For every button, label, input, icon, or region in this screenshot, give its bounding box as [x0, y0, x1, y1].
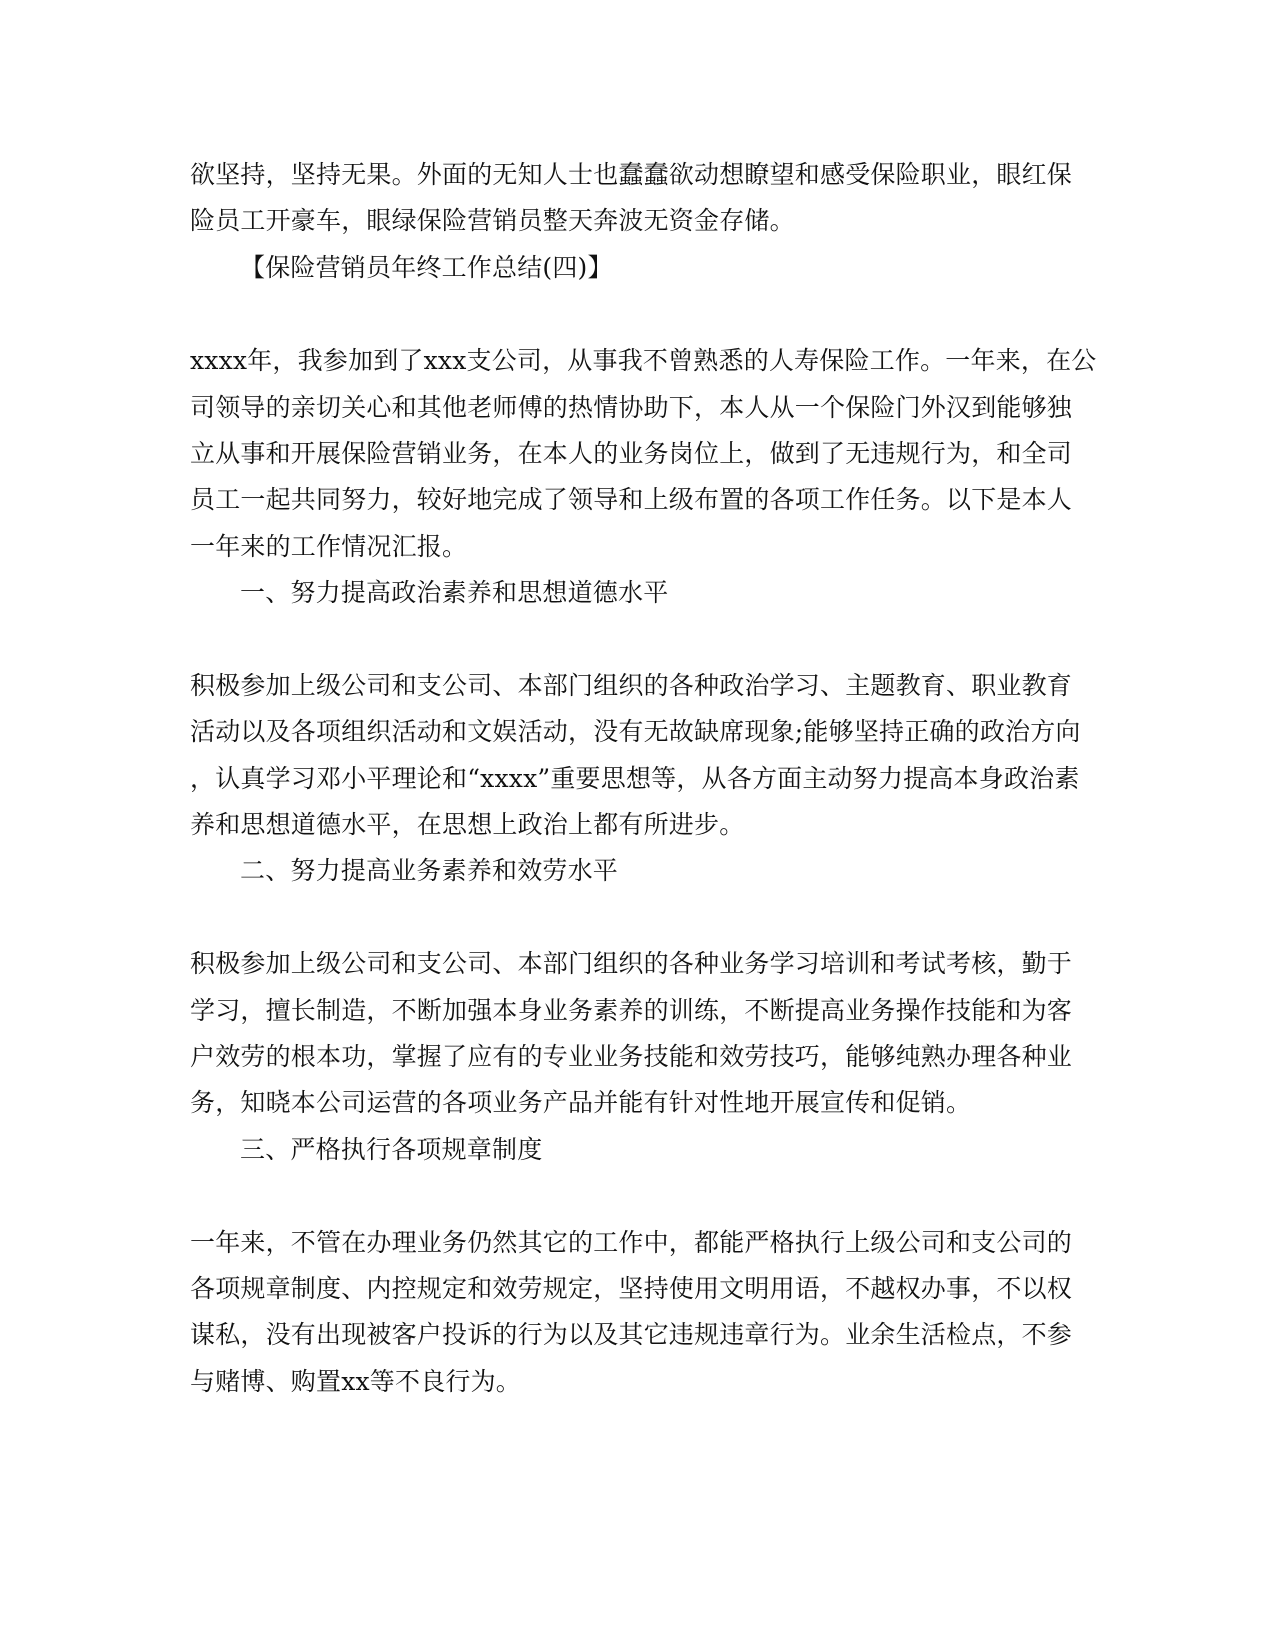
text-line: 欲坚持，坚持无果。外面的无知人士也蠢蠢欲动想瞭望和感受保险职业，眼红保	[190, 160, 1073, 189]
text-line: 司领导的亲切关心和其他老师傅的热情协助下，本人从一个保险门外汉到能够独	[190, 393, 1073, 422]
text-line: 务，知晓本公司运营的各项业务产品并能有针对性地开展宣传和促销。	[190, 1088, 972, 1117]
text-line: 户效劳的根本功，掌握了应有的专业业务技能和效劳技巧，能够纯熟办理各种业	[190, 1042, 1073, 1071]
text-line: 险员工开豪车，眼绿保险营销员整天奔波无资金存储。	[190, 206, 795, 235]
text-line: xxxx年，我参加到了xxx支公司，从事我不曾熟悉的人寿保险工作。一年来，在公	[190, 346, 1097, 375]
text-line: 立从事和开展保险营销业务，在本人的业务岗位上，做到了无违规行为，和全司	[190, 439, 1073, 468]
text-line: 积极参加上级公司和支公司、本部门组织的各种政治学习、主题教育、职业教育	[190, 671, 1073, 700]
text-line: 积极参加上级公司和支公司、本部门组织的各种业务学习培训和考试考核，勤于	[190, 949, 1073, 978]
text-line: 养和思想道德水平，在思想上政治上都有所进步。	[190, 810, 745, 839]
text-line: 谋私，没有出现被客户投诉的行为以及其它违规违章行为。业余生活检点，不参	[190, 1320, 1073, 1349]
text-line: 员工一起共同努力，较好地完成了领导和上级布置的各项工作任务。以下是本人	[190, 485, 1073, 514]
subsection-heading: 三、严格执行各项规章制度	[240, 1135, 543, 1164]
text-line: 活动以及各项组织活动和文娱活动，没有无故缺席现象;能够坚持正确的政治方向	[190, 717, 1081, 746]
subsection-heading: 二、努力提高业务素养和效劳水平	[240, 856, 619, 885]
text-line: ，认真学习邓小平理论和“xxxx”重要思想等，从各方面主动努力提高本身政治素	[190, 764, 1080, 793]
subsection-heading: 一、努力提高政治素养和思想道德水平	[240, 578, 669, 607]
text-line: 与赌博、购置xx等不良行为。	[190, 1367, 521, 1396]
text-line: 一年来，不管在办理业务仍然其它的工作中，都能严格执行上级公司和支公司的	[190, 1228, 1073, 1257]
section-heading: 【保险营销员年终工作总结(四)】	[240, 253, 613, 282]
text-line: 各项规章制度、内控规定和效劳规定，坚持使用文明用语，不越权办事，不以权	[190, 1274, 1073, 1303]
text-line: 一年来的工作情况汇报。	[190, 532, 468, 561]
text-line: 学习，擅长制造，不断加强本身业务素养的训练，不断提高业务操作技能和为客	[190, 996, 1073, 1025]
